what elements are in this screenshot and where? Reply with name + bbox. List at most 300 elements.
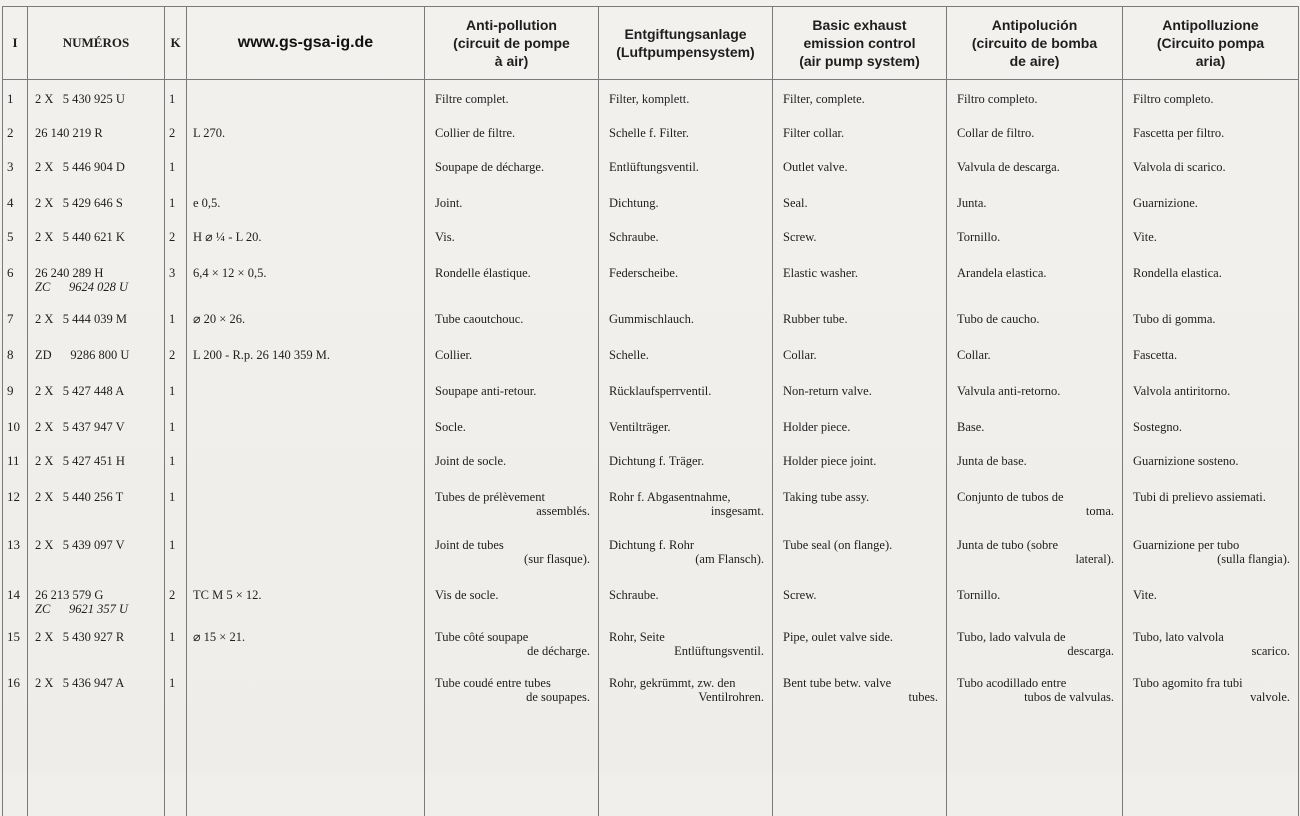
- desc-en-line1: Bent tube betw. valve: [783, 675, 892, 690]
- quantity: 1: [169, 159, 176, 174]
- quantity-cell: [165, 184, 187, 218]
- desc-en-line2: tubes.: [908, 689, 938, 704]
- desc-fr-line1: Joint.: [435, 195, 463, 210]
- part-number: 26 240 289 H: [35, 265, 104, 280]
- reference: 6,4 × 12 × 0,5.: [193, 265, 267, 280]
- part-number-cell: [28, 442, 165, 478]
- col-italian-header: Antipolluzione (Circuito pompa aria): [1123, 7, 1299, 80]
- desc-it-line1: Guarnizione sosteno.: [1133, 453, 1239, 468]
- desc-it-line1: Tubi di prelievo assiemati.: [1133, 489, 1266, 504]
- quantity: 2: [169, 229, 176, 244]
- reference: e 0,5.: [193, 195, 221, 210]
- parts-table-body: [3, 80, 1299, 816]
- col-spanish-header: Antipolución (circuito de bomba de aire): [947, 7, 1123, 80]
- desc-de-line1: Rohr f. Abgasentnahme,: [609, 489, 731, 504]
- desc-it-line1: Valvola di scarico.: [1133, 159, 1226, 174]
- desc-en-line1: Filter collar.: [783, 125, 845, 140]
- row-index: 8: [7, 346, 14, 362]
- part-number-cell: [28, 576, 165, 618]
- desc-es-cell: [947, 664, 1123, 724]
- desc-es-line1: Collar.: [957, 347, 991, 362]
- desc-fr-cell: [425, 184, 599, 218]
- desc-de-line1: Rücklaufsperrventil.: [609, 383, 712, 398]
- table-row: [3, 336, 1299, 372]
- part-number: 2 X 5 440 621 K: [35, 229, 125, 244]
- desc-de-line1: Rohr, Seite: [609, 629, 665, 644]
- row-index-cell: [3, 442, 28, 478]
- alt-part-number: ZC 9621 357 U: [35, 601, 129, 616]
- desc-es-cell: [947, 526, 1123, 576]
- reference-cell: [187, 618, 425, 664]
- desc-es-line2: tubos de valvulas.: [1024, 689, 1114, 704]
- row-index-cell: [3, 664, 28, 724]
- desc-de-line1: Dichtung f. Träger.: [609, 453, 705, 468]
- desc-it-line1: Valvola antiritorno.: [1133, 383, 1231, 398]
- row-index: 4: [7, 194, 14, 210]
- filler-cell: [599, 724, 773, 816]
- desc-en-cell: [773, 576, 947, 618]
- desc-it-cell: [1123, 372, 1299, 408]
- table-row: [3, 254, 1299, 300]
- table-row: [3, 408, 1299, 442]
- desc-de-line2: Entlüftungsventil.: [674, 643, 764, 658]
- part-number: 2 X 5 427 451 H: [35, 453, 125, 468]
- col-german-header: Entgiftungsanlage (Luftpumpensystem): [599, 7, 773, 80]
- desc-it-line1: Filtro completo.: [1133, 92, 1214, 106]
- quantity: 3: [169, 265, 176, 280]
- table-row: [3, 218, 1299, 254]
- desc-it-cell: [1123, 618, 1299, 664]
- row-index-cell: [3, 254, 28, 300]
- reference: ⌀ 20 × 26.: [193, 311, 246, 326]
- part-number-cell: [28, 218, 165, 254]
- desc-de-cell: [599, 254, 773, 300]
- desc-en-cell: [773, 300, 947, 336]
- desc-fr-line2: (sur flasque).: [524, 551, 590, 566]
- desc-fr-line1: Socle.: [435, 419, 466, 434]
- desc-es-line1: Filtro completo.: [957, 92, 1038, 106]
- quantity: 1: [169, 195, 176, 210]
- desc-it-line1: Guarnizione per tubo: [1133, 537, 1240, 552]
- row-index-cell: [3, 184, 28, 218]
- col-english-header: Basic exhaust emission control (air pump system): [773, 7, 947, 80]
- row-index: 15: [7, 628, 20, 644]
- desc-fr-line2: de décharge.: [527, 643, 590, 658]
- desc-en-cell: [773, 148, 947, 184]
- table-row: [3, 372, 1299, 408]
- desc-es-cell: [947, 576, 1123, 618]
- desc-fr-cell: [425, 148, 599, 184]
- reference-cell: [187, 218, 425, 254]
- desc-it-cell: [1123, 114, 1299, 148]
- desc-it-line1: Tubo, lato valvola: [1133, 629, 1224, 644]
- desc-es-cell: [947, 184, 1123, 218]
- filler-cell: [28, 724, 165, 816]
- table-row: [3, 478, 1299, 526]
- part-number-cell: [28, 184, 165, 218]
- reference-cell: [187, 526, 425, 576]
- table-row: [3, 442, 1299, 478]
- quantity-cell: [165, 114, 187, 148]
- reference-cell: [187, 184, 425, 218]
- part-number: 26 213 579 G: [35, 587, 104, 602]
- desc-fr-line1: Tubes de prélèvement: [435, 489, 545, 504]
- quantity-cell: [165, 618, 187, 664]
- desc-en-cell: [773, 664, 947, 724]
- desc-de-cell: [599, 576, 773, 618]
- quantity: 1: [169, 419, 176, 434]
- desc-en-line1: Holder piece.: [783, 419, 851, 434]
- desc-it-cell: [1123, 408, 1299, 442]
- desc-fr-cell: [425, 80, 599, 114]
- quantity-cell: [165, 254, 187, 300]
- part-number-cell: [28, 114, 165, 148]
- desc-fr-line1: Vis.: [435, 229, 455, 244]
- desc-es-line1: Junta.: [957, 195, 987, 210]
- quantity-cell: [165, 372, 187, 408]
- part-number-cell: [28, 664, 165, 724]
- reference: ⌀ 15 × 21.: [193, 629, 246, 644]
- desc-it-cell: [1123, 664, 1299, 724]
- desc-it-cell: [1123, 526, 1299, 576]
- desc-es-cell: [947, 300, 1123, 336]
- desc-es-cell: [947, 618, 1123, 664]
- quantity-cell: [165, 442, 187, 478]
- desc-it-line1: Sostegno.: [1133, 419, 1182, 434]
- desc-es-cell: [947, 372, 1123, 408]
- table-row: [3, 148, 1299, 184]
- part-number-cell: [28, 336, 165, 372]
- part-number-cell: [28, 478, 165, 526]
- desc-de-line1: Entlüftungsventil.: [609, 159, 699, 174]
- row-index-cell: [3, 80, 28, 114]
- reference: H ⌀ ¼ - L 20.: [193, 229, 262, 244]
- desc-en-cell: [773, 408, 947, 442]
- desc-fr-line1: Soupape de décharge.: [435, 159, 545, 174]
- desc-de-line2: (am Flansch).: [695, 551, 764, 566]
- desc-de-cell: [599, 526, 773, 576]
- row-index-cell: [3, 478, 28, 526]
- desc-de-line2: insgesamt.: [710, 503, 764, 518]
- row-index-cell: [3, 300, 28, 336]
- filler-cell: [425, 724, 599, 816]
- desc-en-line1: Collar.: [783, 347, 817, 362]
- quantity: 1: [169, 629, 176, 644]
- desc-en-cell: [773, 218, 947, 254]
- table-row: [3, 114, 1299, 148]
- quantity-cell: [165, 526, 187, 576]
- row-index: 6: [7, 264, 14, 280]
- desc-es-cell: [947, 114, 1123, 148]
- desc-de-cell: [599, 300, 773, 336]
- desc-en-line1: Taking tube assy.: [783, 489, 870, 504]
- desc-en-cell: [773, 618, 947, 664]
- desc-fr-line1: Filtre complet.: [435, 92, 509, 106]
- desc-fr-line1: Tube côté soupape: [435, 629, 529, 644]
- desc-en-line1: Screw.: [783, 229, 817, 244]
- desc-fr-cell: [425, 218, 599, 254]
- quantity-cell: [165, 148, 187, 184]
- row-index-cell: [3, 148, 28, 184]
- desc-it-line1: Rondella elastica.: [1133, 265, 1222, 280]
- desc-fr-cell: [425, 300, 599, 336]
- reference-cell: [187, 148, 425, 184]
- part-number: 2 X 5 440 256 T: [35, 489, 124, 504]
- desc-fr-cell: [425, 576, 599, 618]
- quantity-cell: [165, 300, 187, 336]
- desc-de-line1: Rohr, gekrümmt, zw. den: [609, 675, 736, 690]
- part-number: ZD 9286 800 U: [35, 347, 130, 362]
- part-number-cell: [28, 300, 165, 336]
- desc-fr-cell: [425, 408, 599, 442]
- desc-de-line2: Ventilrohren.: [698, 689, 764, 704]
- row-index: 5: [7, 228, 14, 244]
- col-french-header: Anti-pollution (circuit de pompe à air): [425, 7, 599, 80]
- row-index-cell: [3, 576, 28, 618]
- desc-fr-line2: de soupapes.: [526, 689, 590, 704]
- part-number: 2 X 5 430 927 R: [35, 629, 125, 644]
- part-number-cell: [28, 408, 165, 442]
- desc-es-cell: [947, 442, 1123, 478]
- table-row: [3, 576, 1299, 618]
- desc-fr-line1: Collier.: [435, 347, 473, 362]
- desc-fr-cell: [425, 336, 599, 372]
- desc-fr-cell: [425, 526, 599, 576]
- desc-es-line1: Junta de base.: [957, 453, 1027, 468]
- desc-fr-cell: [425, 254, 599, 300]
- part-number: 2 X 5 429 646 S: [35, 195, 123, 210]
- desc-en-cell: [773, 336, 947, 372]
- row-index: 16: [7, 674, 20, 690]
- desc-de-line1: Schraube.: [609, 229, 659, 244]
- row-index: 9: [7, 382, 14, 398]
- table-row: [3, 618, 1299, 664]
- desc-fr-cell: [425, 618, 599, 664]
- desc-it-line2: scarico.: [1251, 643, 1290, 658]
- filler-cell: [187, 724, 425, 816]
- desc-en-line1: Outlet valve.: [783, 159, 848, 174]
- reference-cell: [187, 254, 425, 300]
- desc-es-cell: [947, 218, 1123, 254]
- reference: L 200 - R.p. 26 140 359 M.: [193, 347, 331, 362]
- desc-fr-cell: [425, 478, 599, 526]
- part-number: 2 X 5 439 097 V: [35, 537, 125, 552]
- row-index: 2: [7, 124, 14, 140]
- desc-en-cell: [773, 80, 947, 114]
- reference-cell: [187, 576, 425, 618]
- quantity: 1: [169, 92, 176, 106]
- part-number: 2 X 5 444 039 M: [35, 311, 128, 326]
- desc-en-cell: [773, 184, 947, 218]
- table-row: [3, 664, 1299, 724]
- desc-de-line1: Ventilträger.: [609, 419, 671, 434]
- desc-es-line1: Tornillo.: [957, 587, 1001, 602]
- desc-fr-cell: [425, 372, 599, 408]
- desc-fr-line1: Joint de socle.: [435, 453, 507, 468]
- reference-cell: [187, 80, 425, 114]
- desc-es-line1: Collar de filtro.: [957, 125, 1035, 140]
- quantity-cell: [165, 664, 187, 724]
- desc-es-line1: Base.: [957, 419, 985, 434]
- desc-en-line1: Pipe, oulet valve side.: [783, 629, 894, 644]
- quantity: 1: [169, 489, 176, 504]
- desc-it-cell: [1123, 148, 1299, 184]
- part-number-cell: [28, 254, 165, 300]
- desc-it-cell: [1123, 478, 1299, 526]
- desc-es-line1: Valvula de descarga.: [957, 159, 1060, 174]
- row-index-cell: [3, 218, 28, 254]
- desc-es-line1: Conjunto de tubos de: [957, 489, 1064, 504]
- filler-cell: [165, 724, 187, 816]
- desc-fr-line1: Rondelle élastique.: [435, 265, 531, 280]
- website-header: www.gs-gsa-ig.de: [187, 7, 425, 80]
- row-index: 10: [7, 418, 20, 434]
- desc-it-cell: [1123, 184, 1299, 218]
- part-number: 2 X 5 446 904 D: [35, 159, 125, 174]
- desc-en-cell: [773, 372, 947, 408]
- col-numbers-header: NUMÉROS: [28, 7, 165, 80]
- desc-en-cell: [773, 442, 947, 478]
- desc-es-line1: Arandela elastica.: [957, 265, 1047, 280]
- quantity: 2: [169, 125, 176, 140]
- desc-en-cell: [773, 478, 947, 526]
- quantity-cell: [165, 336, 187, 372]
- part-number-cell: [28, 80, 165, 114]
- desc-en-line1: Tube seal (on flange).: [783, 537, 893, 552]
- quantity: 2: [169, 347, 176, 362]
- quantity-cell: [165, 80, 187, 114]
- desc-es-line1: Tubo de caucho.: [957, 311, 1040, 326]
- quantity-cell: [165, 478, 187, 526]
- reference-cell: [187, 442, 425, 478]
- desc-en-line1: Non-return valve.: [783, 383, 872, 398]
- desc-es-cell: [947, 254, 1123, 300]
- desc-de-line1: Schelle.: [609, 347, 649, 362]
- part-number: 2 X 5 437 947 V: [35, 419, 125, 434]
- table-row: [3, 526, 1299, 576]
- desc-fr-line2: assemblés.: [536, 503, 590, 518]
- desc-de-line1: Filter, komplett.: [609, 92, 690, 106]
- row-index-cell: [3, 526, 28, 576]
- desc-fr-line1: Tube caoutchouc.: [435, 311, 524, 326]
- quantity: 2: [169, 587, 176, 602]
- desc-en-line1: Screw.: [783, 587, 817, 602]
- row-index-cell: [3, 408, 28, 442]
- desc-es-cell: [947, 148, 1123, 184]
- row-index: 1: [7, 91, 14, 106]
- desc-it-cell: [1123, 576, 1299, 618]
- desc-it-cell: [1123, 442, 1299, 478]
- col-index-header: I: [3, 7, 28, 80]
- desc-de-cell: [599, 408, 773, 442]
- desc-en-line1: Elastic washer.: [783, 265, 858, 280]
- quantity: 1: [169, 453, 176, 468]
- row-index: 12: [7, 488, 20, 504]
- desc-es-line1: Valvula anti-retorno.: [957, 383, 1061, 398]
- desc-it-line1: Vite.: [1133, 229, 1157, 244]
- reference-cell: [187, 372, 425, 408]
- filler-row: [3, 724, 1299, 816]
- desc-de-line1: Schelle f. Filter.: [609, 125, 689, 140]
- part-number: 2 X 5 436 947 A: [35, 675, 125, 690]
- desc-es-cell: [947, 336, 1123, 372]
- quantity-cell: [165, 218, 187, 254]
- desc-de-cell: [599, 478, 773, 526]
- reference-cell: [187, 336, 425, 372]
- desc-it-line1: Tubo di gomma.: [1133, 311, 1216, 326]
- desc-en-line1: Seal.: [783, 195, 808, 210]
- desc-es-line2: toma.: [1085, 503, 1114, 518]
- row-index-cell: [3, 372, 28, 408]
- desc-es-line1: Tubo, lado valvula de: [957, 629, 1066, 644]
- desc-it-cell: [1123, 218, 1299, 254]
- desc-es-cell: [947, 408, 1123, 442]
- desc-de-line1: Schraube.: [609, 587, 659, 602]
- reference-cell: [187, 114, 425, 148]
- row-index: 7: [7, 310, 14, 326]
- desc-fr-line1: Soupape anti-retour.: [435, 383, 537, 398]
- row-index: 14: [7, 586, 20, 602]
- desc-it-line1: Vite.: [1133, 587, 1157, 602]
- desc-es-cell: [947, 80, 1123, 114]
- row-index: 11: [7, 452, 20, 468]
- desc-it-line1: Fascetta.: [1133, 347, 1178, 362]
- desc-it-line2: (sulla flangia).: [1217, 551, 1290, 566]
- desc-fr-line1: Tube coudé entre tubes: [435, 675, 551, 690]
- part-number-cell: [28, 618, 165, 664]
- row-index: 13: [7, 536, 20, 552]
- desc-es-line2: lateral).: [1075, 551, 1114, 566]
- filler-cell: [3, 724, 28, 816]
- part-number: 2 X 5 427 448 A: [35, 383, 125, 398]
- filler-cell: [947, 724, 1123, 816]
- quantity-cell: [165, 576, 187, 618]
- desc-it-cell: [1123, 254, 1299, 300]
- row-index: 3: [7, 158, 14, 174]
- desc-de-line1: Dichtung f. Rohr: [609, 537, 695, 552]
- part-number-cell: [28, 372, 165, 408]
- reference-cell: [187, 478, 425, 526]
- row-index-cell: [3, 336, 28, 372]
- reference: TC M 5 × 12.: [193, 587, 262, 602]
- part-number-cell: [28, 526, 165, 576]
- desc-de-cell: [599, 114, 773, 148]
- table-row: [3, 300, 1299, 336]
- reference-cell: [187, 664, 425, 724]
- desc-fr-line1: Joint de tubes: [435, 537, 504, 552]
- reference: L 270.: [193, 125, 226, 140]
- desc-en-line1: Holder piece joint.: [783, 453, 877, 468]
- desc-es-cell: [947, 478, 1123, 526]
- desc-it-line1: Fascetta per filtro.: [1133, 125, 1225, 140]
- desc-it-cell: [1123, 300, 1299, 336]
- desc-de-cell: [599, 442, 773, 478]
- desc-es-line1: Tornillo.: [957, 229, 1001, 244]
- quantity: 1: [169, 537, 176, 552]
- col-k-header: K: [165, 7, 187, 80]
- table-row: [3, 80, 1299, 114]
- desc-en-line1: Filter, complete.: [783, 92, 865, 106]
- desc-fr-cell: [425, 114, 599, 148]
- desc-fr-cell: [425, 664, 599, 724]
- quantity: 1: [169, 675, 176, 690]
- desc-de-cell: [599, 618, 773, 664]
- desc-de-line1: Federscheibe.: [609, 265, 679, 280]
- header-row: [3, 7, 1299, 80]
- filler-cell: [773, 724, 947, 816]
- desc-fr-line1: Collier de filtre.: [435, 125, 516, 140]
- desc-de-line1: Gummischlauch.: [609, 311, 695, 326]
